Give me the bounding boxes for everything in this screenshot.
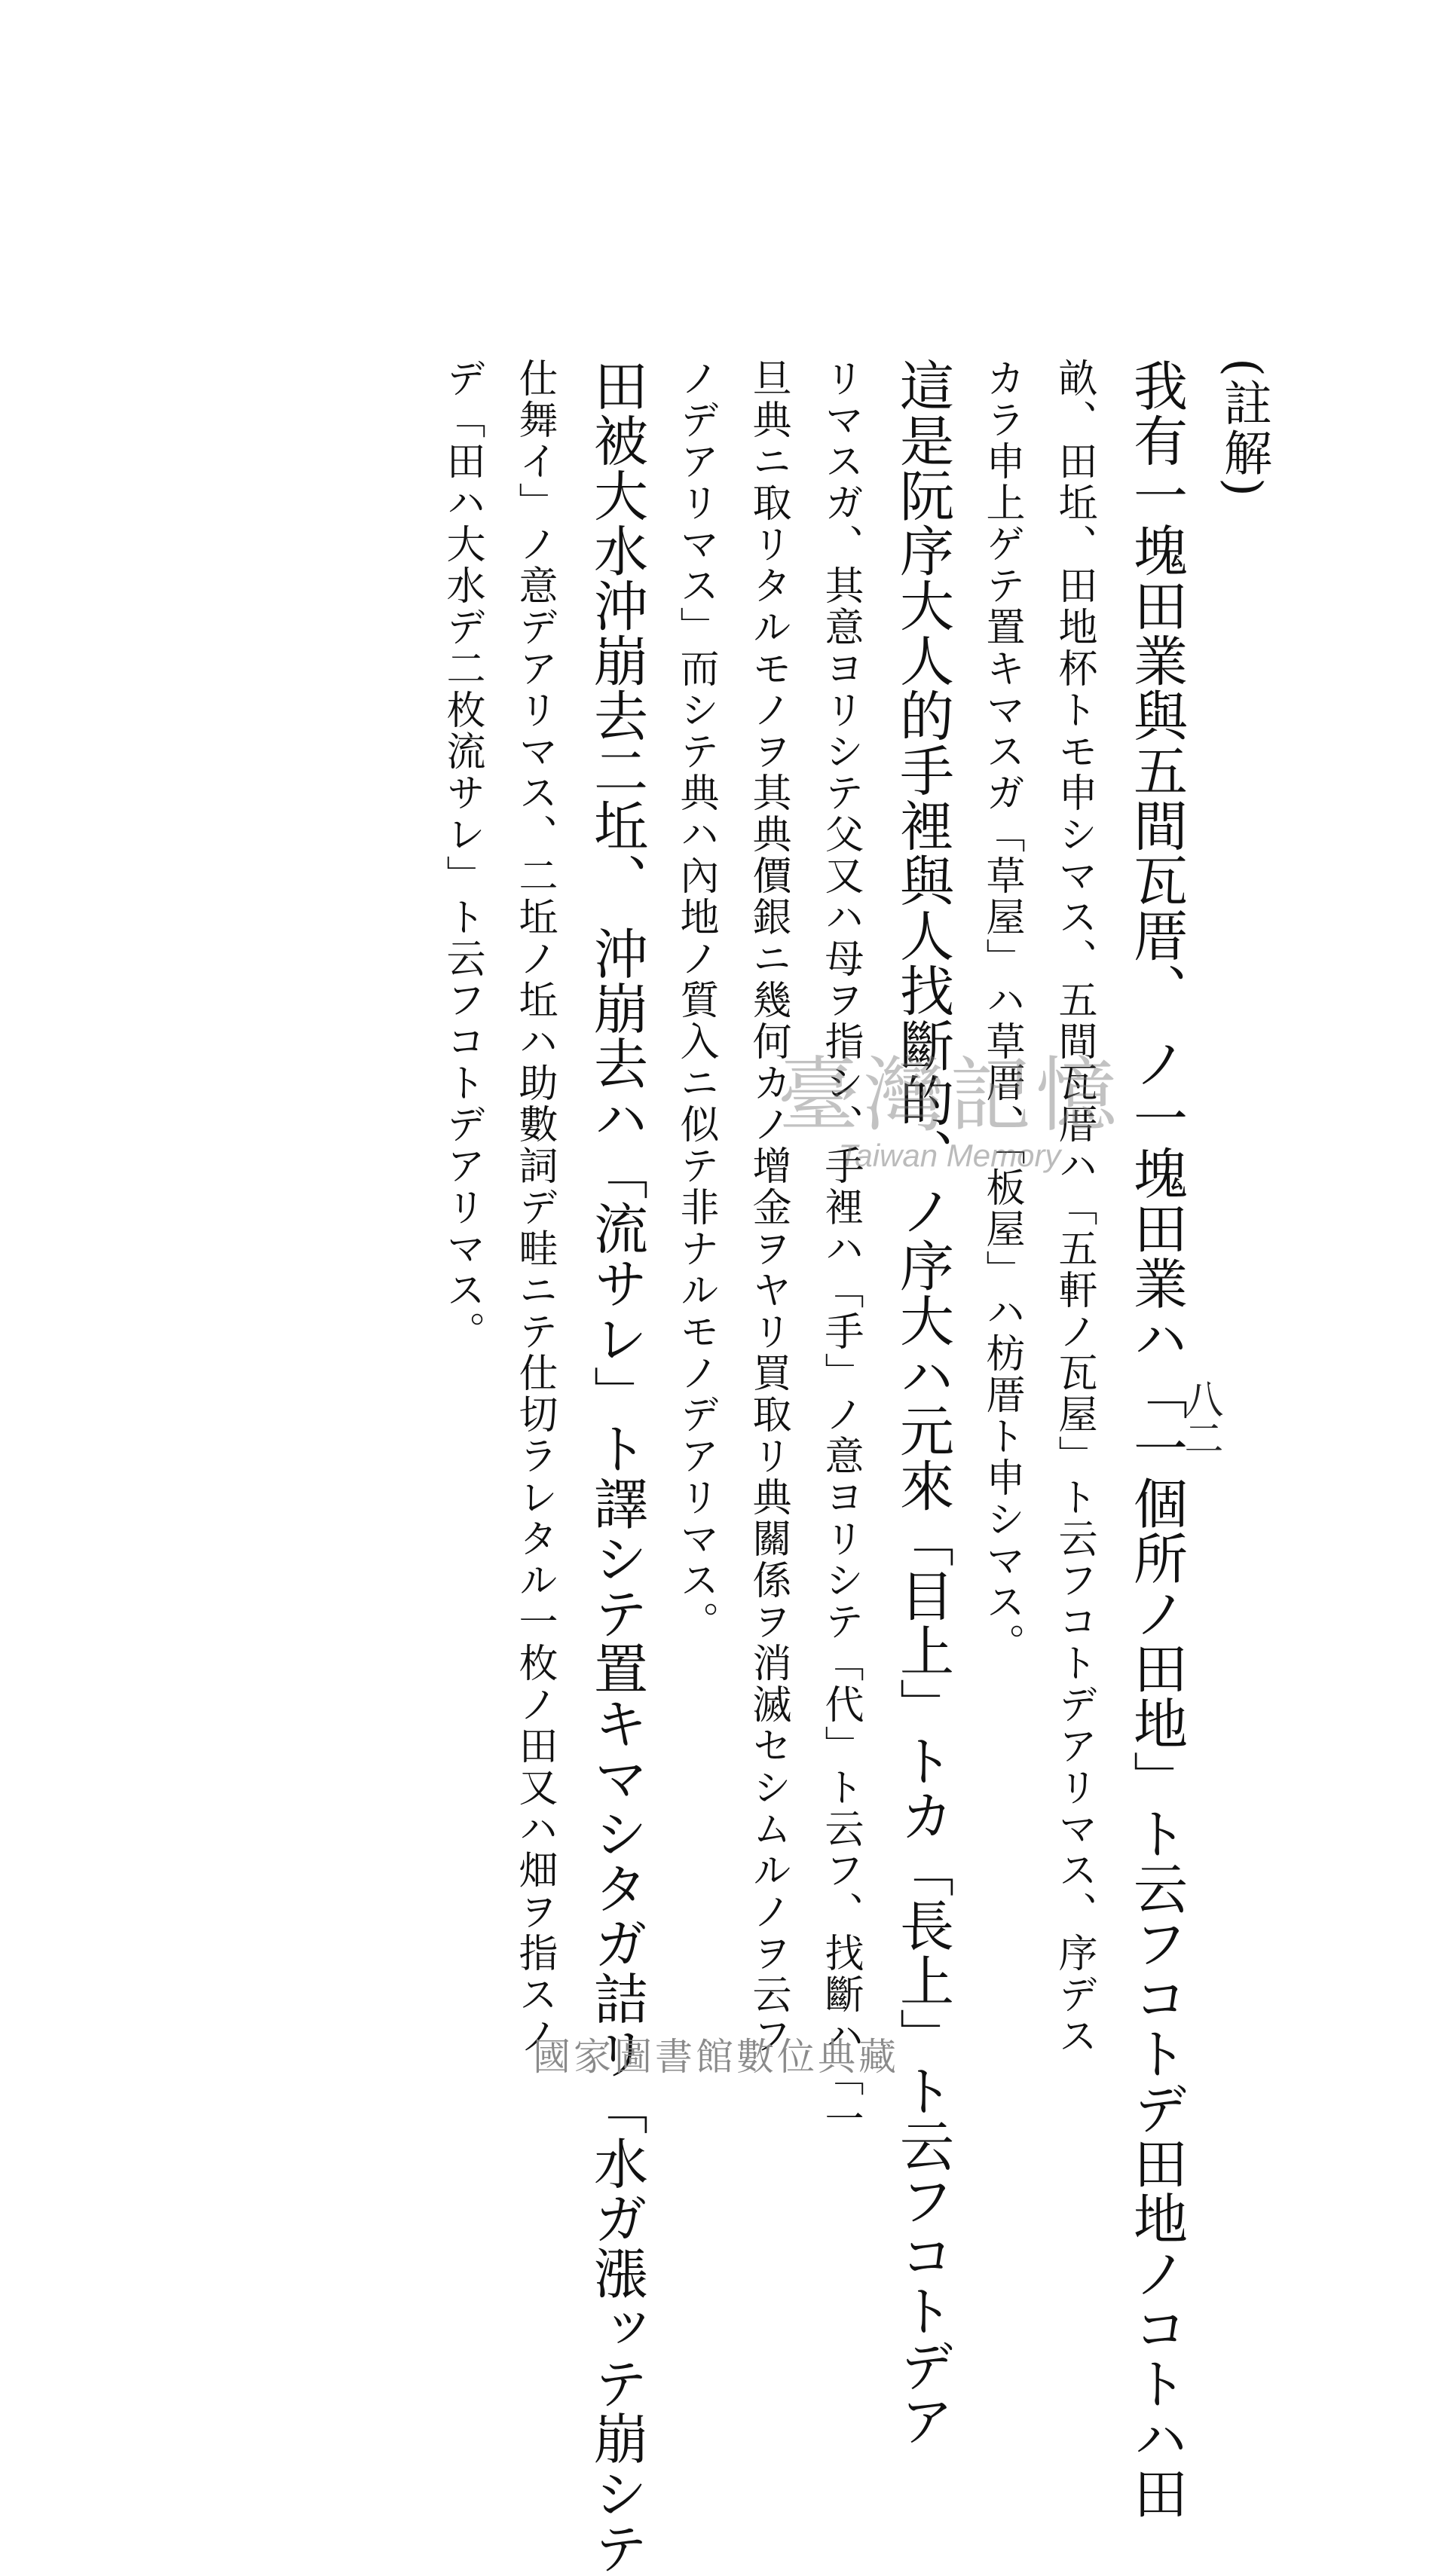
text-column-6: 旦典ニ取リタルモノヲ其典價銀ニ幾何カノ增金ヲヤリ買取リ典關係ヲ消滅セシムルノヲ云フ [745,358,791,2057]
section-heading: (註解) [1216,358,1271,498]
footer-credit: 國家圖書館數位典藏 [533,2035,899,2079]
text-column-4: 這是阮序大人的手裡與人找斷的、ノ序大ハ元來「目上」トカ「長上」ト云フコトデア [891,358,954,2448]
text-column-2: 畝、田坵、田地杯トモ申シマス、五間瓦厝ハ「五軒ノ瓦屋」ト云フコトデアリマス、序デス [1051,358,1097,2057]
text-column-8: 田被大水沖崩去二坵、 沖崩去ハ「流サレ」ト譯シテ置キマシタガ詰リ「水ガ漲ッテ崩シテ [585,358,648,2576]
text-column-1: 我有一塊田業與五間瓦厝、 ノ一塊田業ハ「一個所ノ田地」ト云フコトデ田地ノコトハ田 [1124,358,1188,2521]
text-column-10: デ「田ハ大水デ二枚流サレ」ト云フコトデアリマス。 [439,358,485,1352]
text-column-9: 仕舞イ」ノ意デアリマス、二坵ノ坵ハ助數詞デ畦ニテ仕切ラレタル一枚ノ田又ハ畑ヲ指スノ [512,358,557,2057]
watermark-chinese: 臺灣記憶 [777,1049,1121,1143]
watermark-english: Taiwan Memory [838,1138,1061,1173]
page-number: 八二 [1177,1379,1222,1457]
text-column-7: ノデアリマス」而シテ典ハ內地ノ質入ニ似テ非ナルモノデアリマス。 [673,358,718,1642]
text-column-3: カラ申上ゲテ置キマスガ「草屋」ハ草厝、「板屋」ハ枋厝ト申シマス。 [979,358,1024,1664]
text-column-5: リマスガ、其意ヨリシテ父又ハ母ヲ指シ、手裡ハ「手」ノ意ヨリシテ「代」ト云フ、找斷ハ「一 [818,358,863,2140]
